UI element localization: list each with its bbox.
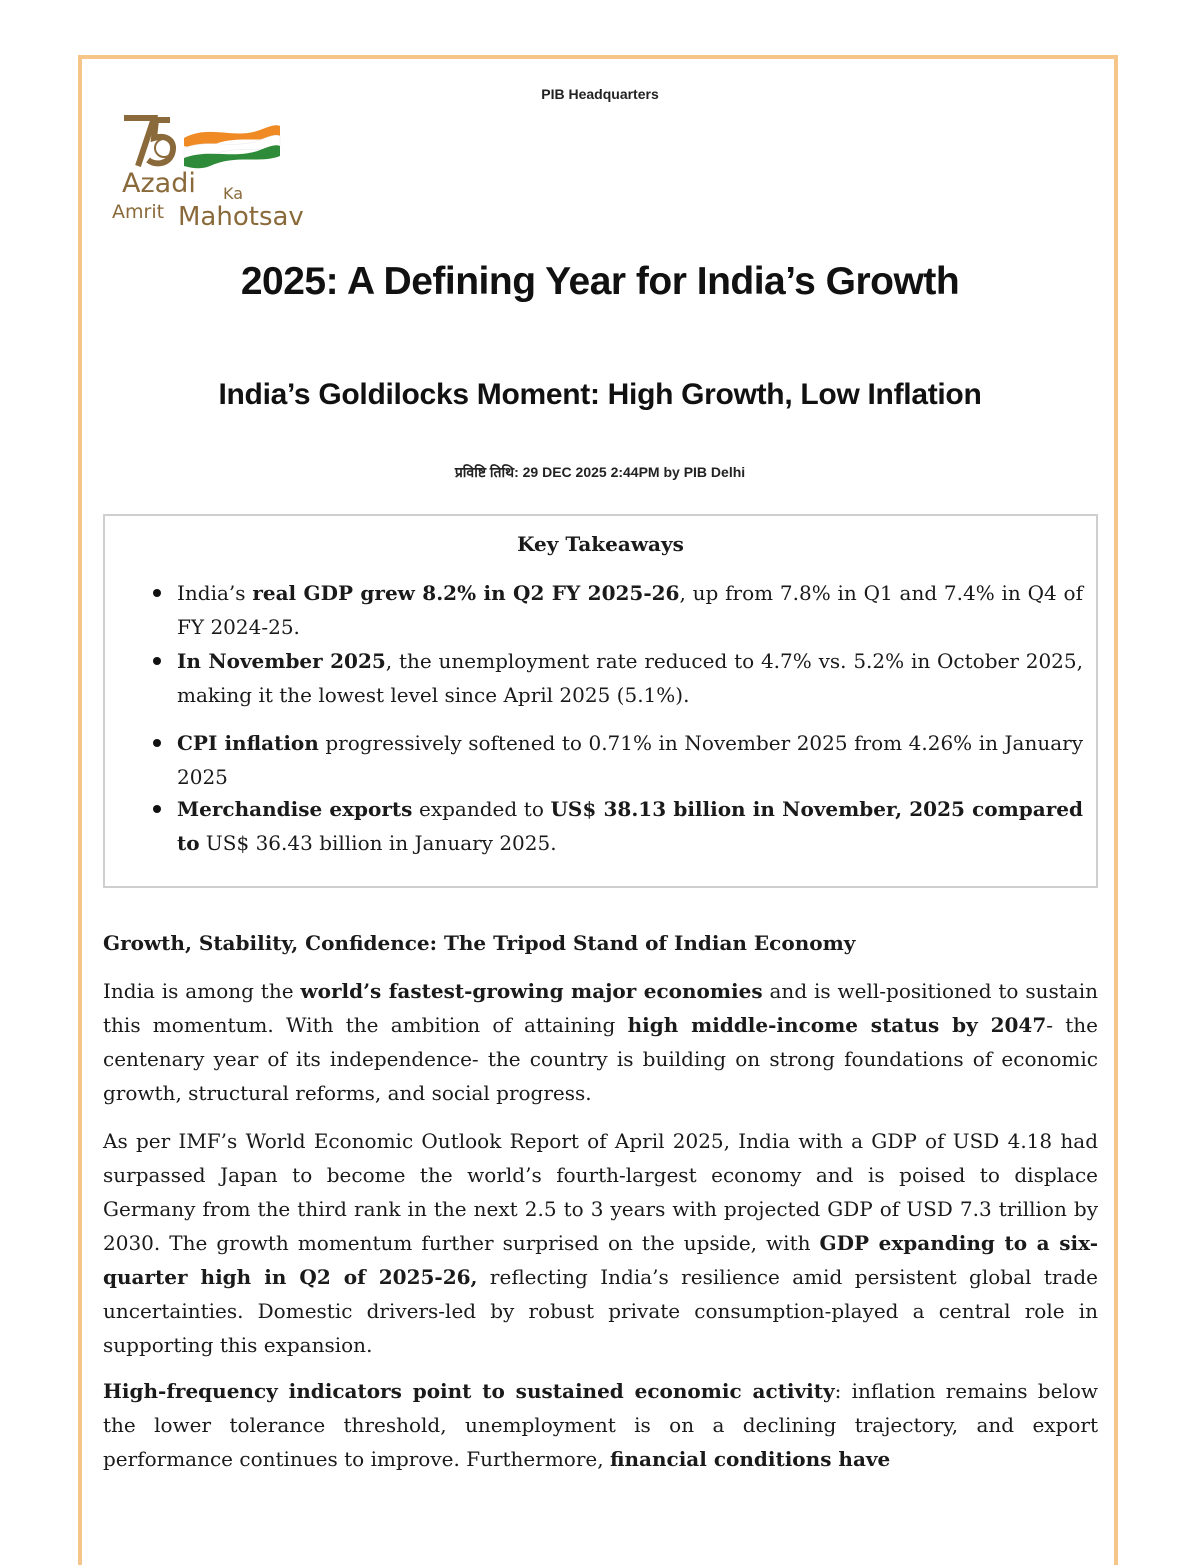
- azadi-ka-amrit-mahotsav-logo: [110, 108, 325, 236]
- release-date-line: प्रविष्टि तिथि: 29 DEC 2025 2:44PM by PIB Delhi: [454, 464, 746, 480]
- logo-word-ka: Ka: [223, 184, 244, 203]
- paragraph-imf: As per IMF’s World Economic Outlook Report of April 2025, India with a GDP of USD 4.18 had surpassed Japan to become the world’s fourth-largest economy and is poised to displace Germany from the third rank in the next 2.5 to 3 years with projected GDP of USD 7.3 trillion by 2030. The growth momentum further surprised on the upside, with GDP expanding to a six-quarter high in Q2 of 2025-26, reflecting India’s resilience amid persistent global trade uncertainties. Domestic drivers-led by robust private consumption-played a central role in supporting this expansion.: [103, 1129, 1098, 1357]
- list-item: India’s real GDP grew 8.2% in Q2 FY 2025-26, up from 7.8% in Q1 and 7.4% in Q4 of FY 2024-25.: [177, 576, 1083, 644]
- key-takeaways-box: [103, 514, 1098, 888]
- list-item: In November 2025, the unemployment rate reduced to 4.7% vs. 5.2% in October 2025, making it the lowest level since April 2025 (5.1%).: [177, 644, 1083, 712]
- list-item: Merchandise exports expanded to US$ 38.13 billion in November, 2025 compared to US$ 36.43 billion in January 2025.: [177, 792, 1083, 860]
- paragraph-growth: India is among the world’s fastest-growing major economies and is well-positioned to sustain this momentum. With the ambition of attaining high middle-income status by 2047- the centenary year of its independence- the country is building on strong foundations of economic growth, structural reforms, and social progress.: [103, 979, 1098, 1105]
- paragraph-indicators: High-frequency indicators point to sustained economic activity: inflation remains below the lower tolerance threshold, unemployment is on a declining trajectory, and export performance continues to improve. Furthermore, financial conditions have: [103, 1379, 1098, 1471]
- section-heading: Growth, Stability, Confidence: The Tripod Stand of Indian Economy: [103, 931, 856, 955]
- logo-word-mahotsav: Mahotsav: [178, 202, 304, 232]
- logo-word-amrit: Amrit: [112, 201, 165, 223]
- page-title: 2025: A Defining Year for India’s Growth: [240, 260, 960, 303]
- list-item: CPI inflation progressively softened to 0.71% in November 2025 from 4.26% in January 2025: [177, 726, 1083, 794]
- key-takeaways-heading: Key Takeaways: [517, 532, 684, 556]
- page-subtitle: India’s Goldilocks Moment: High Growth, Low Inflation: [218, 378, 982, 411]
- logo-word-azadi: Azadi: [122, 168, 196, 199]
- office-label: PIB Headquarters: [541, 86, 659, 102]
